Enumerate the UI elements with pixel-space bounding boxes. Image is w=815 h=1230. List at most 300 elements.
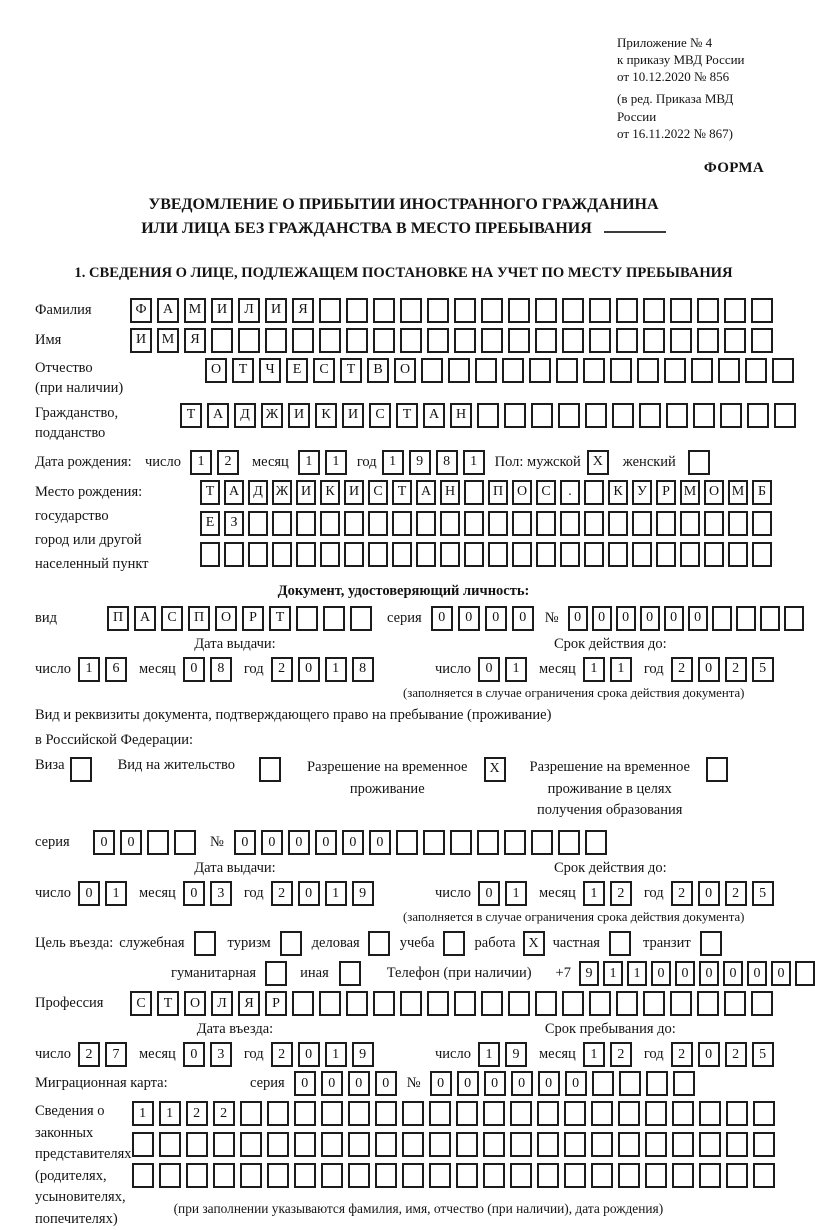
- char-box[interactable]: 1: [583, 657, 605, 682]
- char-box[interactable]: [753, 1101, 775, 1126]
- char-box[interactable]: [672, 1163, 694, 1188]
- char-box[interactable]: [240, 1132, 262, 1157]
- char-box[interactable]: С: [369, 403, 391, 428]
- char-box[interactable]: [319, 298, 341, 323]
- char-box[interactable]: С: [161, 606, 183, 631]
- char-box[interactable]: [344, 542, 364, 567]
- char-box[interactable]: [402, 1101, 424, 1126]
- char-box[interactable]: И: [211, 298, 233, 323]
- char-box[interactable]: [416, 511, 436, 536]
- char-box[interactable]: 0: [288, 830, 310, 855]
- char-box[interactable]: [537, 1132, 559, 1157]
- char-box[interactable]: О: [215, 606, 237, 631]
- char-box[interactable]: [728, 511, 748, 536]
- char-box[interactable]: 0: [93, 830, 115, 855]
- char-box[interactable]: [292, 328, 314, 353]
- char-box[interactable]: [718, 358, 740, 383]
- char-box[interactable]: [456, 1101, 478, 1126]
- char-box[interactable]: [147, 830, 169, 855]
- char-box[interactable]: [454, 328, 476, 353]
- char-box[interactable]: [456, 1132, 478, 1157]
- char-box[interactable]: А: [224, 480, 244, 505]
- char-box[interactable]: 0: [183, 881, 205, 906]
- char-box[interactable]: [589, 298, 611, 323]
- char-box[interactable]: 0: [369, 830, 391, 855]
- char-box[interactable]: [643, 298, 665, 323]
- char-box[interactable]: [643, 328, 665, 353]
- char-box[interactable]: [537, 1163, 559, 1188]
- char-box[interactable]: [726, 1132, 748, 1157]
- char-box[interactable]: [319, 328, 341, 353]
- char-box[interactable]: О: [394, 358, 416, 383]
- char-box[interactable]: 0: [723, 961, 743, 986]
- char-box[interactable]: [608, 542, 628, 567]
- char-box[interactable]: [464, 542, 484, 567]
- char-box[interactable]: [267, 1163, 289, 1188]
- char-box[interactable]: [440, 511, 460, 536]
- char-box[interactable]: [350, 606, 372, 631]
- char-box[interactable]: [632, 511, 652, 536]
- char-box[interactable]: [296, 542, 316, 567]
- char-box[interactable]: 0: [592, 606, 612, 631]
- char-box[interactable]: [637, 358, 659, 383]
- char-box[interactable]: [751, 298, 773, 323]
- char-box[interactable]: [375, 1101, 397, 1126]
- char-box[interactable]: 0: [234, 830, 256, 855]
- char-box[interactable]: [194, 931, 216, 956]
- char-box[interactable]: [531, 830, 553, 855]
- char-box[interactable]: [454, 298, 476, 323]
- char-box[interactable]: [475, 358, 497, 383]
- char-box[interactable]: [608, 511, 628, 536]
- char-box[interactable]: 0: [342, 830, 364, 855]
- char-box[interactable]: 0: [484, 1071, 506, 1096]
- char-box[interactable]: [645, 1163, 667, 1188]
- char-box[interactable]: 9: [352, 881, 374, 906]
- char-box[interactable]: [728, 542, 748, 567]
- char-box[interactable]: 2: [725, 881, 747, 906]
- char-box[interactable]: [423, 830, 445, 855]
- char-box[interactable]: [186, 1163, 208, 1188]
- char-box[interactable]: 0: [568, 606, 588, 631]
- char-box[interactable]: [477, 830, 499, 855]
- char-box[interactable]: 0: [298, 657, 320, 682]
- char-box[interactable]: [348, 1101, 370, 1126]
- char-box[interactable]: Б: [752, 480, 772, 505]
- char-box[interactable]: [373, 991, 395, 1016]
- char-box[interactable]: [70, 757, 92, 782]
- char-box[interactable]: П: [488, 480, 508, 505]
- char-box[interactable]: 0: [298, 881, 320, 906]
- char-box[interactable]: [585, 403, 607, 428]
- char-box[interactable]: 3: [210, 881, 232, 906]
- char-box[interactable]: [481, 991, 503, 1016]
- char-box[interactable]: [344, 511, 364, 536]
- char-box[interactable]: [643, 991, 665, 1016]
- char-box[interactable]: [477, 403, 499, 428]
- char-box[interactable]: [213, 1132, 235, 1157]
- char-box[interactable]: [346, 298, 368, 323]
- char-box[interactable]: [537, 1101, 559, 1126]
- char-box[interactable]: .: [560, 480, 580, 505]
- char-box[interactable]: [646, 1071, 668, 1096]
- char-box[interactable]: X: [484, 757, 506, 782]
- char-box[interactable]: [664, 358, 686, 383]
- char-box[interactable]: [670, 328, 692, 353]
- char-box[interactable]: [265, 961, 287, 986]
- char-box[interactable]: Н: [440, 480, 460, 505]
- char-box[interactable]: [132, 1163, 154, 1188]
- char-box[interactable]: [402, 1163, 424, 1188]
- char-box[interactable]: [346, 328, 368, 353]
- char-box[interactable]: [618, 1132, 640, 1157]
- char-box[interactable]: 0: [457, 1071, 479, 1096]
- char-box[interactable]: 1: [583, 881, 605, 906]
- char-box[interactable]: [265, 328, 287, 353]
- char-box[interactable]: Т: [392, 480, 412, 505]
- char-box[interactable]: [259, 757, 281, 782]
- char-box[interactable]: [159, 1132, 181, 1157]
- char-box[interactable]: [753, 1132, 775, 1157]
- char-box[interactable]: [213, 1163, 235, 1188]
- char-box[interactable]: [373, 328, 395, 353]
- char-box[interactable]: [583, 358, 605, 383]
- char-box[interactable]: [248, 511, 268, 536]
- char-box[interactable]: [670, 991, 692, 1016]
- char-box[interactable]: [612, 403, 634, 428]
- char-box[interactable]: [296, 511, 316, 536]
- char-box[interactable]: 0: [321, 1071, 343, 1096]
- char-box[interactable]: М: [680, 480, 700, 505]
- char-box[interactable]: [400, 298, 422, 323]
- char-box[interactable]: О: [184, 991, 206, 1016]
- char-box[interactable]: 2: [213, 1101, 235, 1126]
- char-box[interactable]: 9: [505, 1042, 527, 1067]
- char-box[interactable]: [697, 298, 719, 323]
- char-box[interactable]: [443, 931, 465, 956]
- char-box[interactable]: 1: [583, 1042, 605, 1067]
- char-box[interactable]: [481, 298, 503, 323]
- char-box[interactable]: [483, 1163, 505, 1188]
- char-box[interactable]: [240, 1163, 262, 1188]
- char-box[interactable]: [321, 1101, 343, 1126]
- char-box[interactable]: [224, 542, 244, 567]
- char-box[interactable]: 2: [671, 881, 693, 906]
- char-box[interactable]: 0: [698, 657, 720, 682]
- char-box[interactable]: [416, 542, 436, 567]
- char-box[interactable]: С: [368, 480, 388, 505]
- char-box[interactable]: [450, 830, 472, 855]
- char-box[interactable]: [508, 298, 530, 323]
- char-box[interactable]: [619, 1071, 641, 1096]
- char-box[interactable]: [348, 1163, 370, 1188]
- char-box[interactable]: [724, 298, 746, 323]
- char-box[interactable]: Е: [286, 358, 308, 383]
- char-box[interactable]: [697, 328, 719, 353]
- char-box[interactable]: И: [288, 403, 310, 428]
- char-box[interactable]: [429, 1101, 451, 1126]
- char-box[interactable]: [508, 328, 530, 353]
- char-box[interactable]: И: [342, 403, 364, 428]
- char-box[interactable]: Д: [234, 403, 256, 428]
- char-box[interactable]: [752, 511, 772, 536]
- char-box[interactable]: [591, 1101, 613, 1126]
- char-box[interactable]: [483, 1101, 505, 1126]
- char-box[interactable]: [564, 1101, 586, 1126]
- char-box[interactable]: [529, 358, 551, 383]
- char-box[interactable]: 1: [382, 450, 404, 475]
- char-box[interactable]: Р: [265, 991, 287, 1016]
- char-box[interactable]: Р: [656, 480, 676, 505]
- char-box[interactable]: [132, 1132, 154, 1157]
- char-box[interactable]: 2: [610, 881, 632, 906]
- char-box[interactable]: [392, 542, 412, 567]
- char-box[interactable]: [429, 1163, 451, 1188]
- char-box[interactable]: И: [344, 480, 364, 505]
- char-box[interactable]: [691, 358, 713, 383]
- char-box[interactable]: [774, 403, 796, 428]
- char-box[interactable]: [368, 511, 388, 536]
- char-box[interactable]: 0: [511, 1071, 533, 1096]
- char-box[interactable]: 0: [315, 830, 337, 855]
- char-box[interactable]: С: [536, 480, 556, 505]
- char-box[interactable]: 9: [352, 1042, 374, 1067]
- char-box[interactable]: [531, 403, 553, 428]
- char-box[interactable]: 8: [352, 657, 374, 682]
- char-box[interactable]: 0: [747, 961, 767, 986]
- char-box[interactable]: [639, 403, 661, 428]
- char-box[interactable]: 0: [640, 606, 660, 631]
- char-box[interactable]: [320, 511, 340, 536]
- char-box[interactable]: 0: [298, 1042, 320, 1067]
- char-box[interactable]: Р: [242, 606, 264, 631]
- char-box[interactable]: [321, 1163, 343, 1188]
- char-box[interactable]: [562, 328, 584, 353]
- char-box[interactable]: 1: [105, 881, 127, 906]
- char-box[interactable]: [697, 991, 719, 1016]
- char-box[interactable]: [294, 1132, 316, 1157]
- char-box[interactable]: [481, 328, 503, 353]
- char-box[interactable]: [346, 991, 368, 1016]
- char-box[interactable]: 0: [348, 1071, 370, 1096]
- char-box[interactable]: [159, 1163, 181, 1188]
- char-box[interactable]: [248, 542, 268, 567]
- char-box[interactable]: [680, 511, 700, 536]
- char-box[interactable]: [294, 1101, 316, 1126]
- char-box[interactable]: [618, 1163, 640, 1188]
- char-box[interactable]: 9: [579, 961, 599, 986]
- char-box[interactable]: 0: [120, 830, 142, 855]
- char-box[interactable]: [512, 511, 532, 536]
- char-box[interactable]: 0: [616, 606, 636, 631]
- char-box[interactable]: Ж: [272, 480, 292, 505]
- char-box[interactable]: Н: [450, 403, 472, 428]
- char-box[interactable]: Т: [157, 991, 179, 1016]
- char-box[interactable]: 0: [78, 881, 100, 906]
- char-box[interactable]: 3: [210, 1042, 232, 1067]
- char-box[interactable]: Л: [238, 298, 260, 323]
- char-box[interactable]: 0: [771, 961, 791, 986]
- char-box[interactable]: [319, 991, 341, 1016]
- char-box[interactable]: [618, 1101, 640, 1126]
- char-box[interactable]: [670, 298, 692, 323]
- char-box[interactable]: К: [315, 403, 337, 428]
- char-box[interactable]: [656, 511, 676, 536]
- char-box[interactable]: М: [157, 328, 179, 353]
- char-box[interactable]: [616, 298, 638, 323]
- char-box[interactable]: [610, 358, 632, 383]
- char-box[interactable]: [699, 1132, 721, 1157]
- char-box[interactable]: В: [367, 358, 389, 383]
- char-box[interactable]: [751, 328, 773, 353]
- char-box[interactable]: [784, 606, 804, 631]
- char-box[interactable]: [512, 542, 532, 567]
- char-box[interactable]: [656, 542, 676, 567]
- char-box[interactable]: Ч: [259, 358, 281, 383]
- char-box[interactable]: [673, 1071, 695, 1096]
- char-box[interactable]: [616, 991, 638, 1016]
- char-box[interactable]: Е: [200, 511, 220, 536]
- char-box[interactable]: [747, 403, 769, 428]
- char-box[interactable]: [560, 542, 580, 567]
- char-box[interactable]: 2: [271, 881, 293, 906]
- char-box[interactable]: [745, 358, 767, 383]
- char-box[interactable]: 0: [512, 606, 534, 631]
- char-box[interactable]: Т: [200, 480, 220, 505]
- char-box[interactable]: [591, 1132, 613, 1157]
- char-box[interactable]: [510, 1132, 532, 1157]
- char-box[interactable]: 2: [610, 1042, 632, 1067]
- char-box[interactable]: 0: [699, 961, 719, 986]
- char-box[interactable]: [368, 542, 388, 567]
- char-box[interactable]: 2: [271, 1042, 293, 1067]
- char-box[interactable]: 7: [105, 1042, 127, 1067]
- char-box[interactable]: [373, 298, 395, 323]
- char-box[interactable]: 0: [485, 606, 507, 631]
- char-box[interactable]: [348, 1132, 370, 1157]
- char-box[interactable]: 0: [430, 1071, 452, 1096]
- char-box[interactable]: И: [296, 480, 316, 505]
- char-box[interactable]: [672, 1132, 694, 1157]
- char-box[interactable]: [488, 511, 508, 536]
- char-box[interactable]: П: [188, 606, 210, 631]
- char-box[interactable]: [186, 1132, 208, 1157]
- char-box[interactable]: 0: [294, 1071, 316, 1096]
- char-box[interactable]: 2: [271, 657, 293, 682]
- char-box[interactable]: [706, 757, 728, 782]
- char-box[interactable]: [704, 511, 724, 536]
- char-box[interactable]: [427, 328, 449, 353]
- char-box[interactable]: [699, 1101, 721, 1126]
- char-box[interactable]: 0: [431, 606, 453, 631]
- char-box[interactable]: 1: [298, 450, 320, 475]
- char-box[interactable]: 2: [671, 1042, 693, 1067]
- char-box[interactable]: [795, 961, 815, 986]
- char-box[interactable]: [558, 830, 580, 855]
- char-box[interactable]: [536, 511, 556, 536]
- char-box[interactable]: 2: [186, 1101, 208, 1126]
- char-box[interactable]: [645, 1101, 667, 1126]
- char-box[interactable]: Л: [211, 991, 233, 1016]
- char-box[interactable]: [562, 991, 584, 1016]
- char-box[interactable]: 2: [725, 657, 747, 682]
- char-box[interactable]: 5: [752, 1042, 774, 1067]
- char-box[interactable]: 8: [210, 657, 232, 682]
- char-box[interactable]: [320, 542, 340, 567]
- char-box[interactable]: У: [632, 480, 652, 505]
- char-box[interactable]: [292, 991, 314, 1016]
- char-box[interactable]: [700, 931, 722, 956]
- char-box[interactable]: [427, 298, 449, 323]
- char-box[interactable]: 0: [664, 606, 684, 631]
- char-box[interactable]: [536, 542, 556, 567]
- char-box[interactable]: М: [728, 480, 748, 505]
- char-box[interactable]: Я: [292, 298, 314, 323]
- char-box[interactable]: 0: [538, 1071, 560, 1096]
- char-box[interactable]: К: [608, 480, 628, 505]
- char-box[interactable]: [392, 511, 412, 536]
- char-box[interactable]: [488, 542, 508, 567]
- char-box[interactable]: 1: [505, 881, 527, 906]
- char-box[interactable]: 0: [698, 1042, 720, 1067]
- char-box[interactable]: [585, 830, 607, 855]
- char-box[interactable]: [400, 991, 422, 1016]
- char-box[interactable]: А: [157, 298, 179, 323]
- char-box[interactable]: [456, 1163, 478, 1188]
- char-box[interactable]: Т: [232, 358, 254, 383]
- char-box[interactable]: [584, 542, 604, 567]
- char-box[interactable]: 0: [651, 961, 671, 986]
- char-box[interactable]: [616, 328, 638, 353]
- char-box[interactable]: 9: [409, 450, 431, 475]
- char-box[interactable]: [564, 1163, 586, 1188]
- char-box[interactable]: [753, 1163, 775, 1188]
- char-box[interactable]: П: [107, 606, 129, 631]
- char-box[interactable]: О: [205, 358, 227, 383]
- char-box[interactable]: К: [320, 480, 340, 505]
- char-box[interactable]: А: [423, 403, 445, 428]
- char-box[interactable]: 0: [688, 606, 708, 631]
- char-box[interactable]: [211, 328, 233, 353]
- char-box[interactable]: [752, 542, 772, 567]
- char-box[interactable]: Ж: [261, 403, 283, 428]
- char-box[interactable]: Я: [238, 991, 260, 1016]
- char-box[interactable]: 0: [183, 657, 205, 682]
- char-box[interactable]: [375, 1163, 397, 1188]
- char-box[interactable]: [584, 480, 604, 505]
- char-box[interactable]: 0: [478, 881, 500, 906]
- char-box[interactable]: [440, 542, 460, 567]
- char-box[interactable]: Т: [180, 403, 202, 428]
- char-box[interactable]: 0: [458, 606, 480, 631]
- char-box[interactable]: [584, 511, 604, 536]
- char-box[interactable]: [688, 450, 710, 475]
- char-box[interactable]: 1: [325, 450, 347, 475]
- char-box[interactable]: 8: [436, 450, 458, 475]
- char-box[interactable]: [504, 830, 526, 855]
- char-box[interactable]: З: [224, 511, 244, 536]
- char-box[interactable]: [267, 1101, 289, 1126]
- char-box[interactable]: [174, 830, 196, 855]
- char-box[interactable]: [724, 328, 746, 353]
- char-box[interactable]: [375, 1132, 397, 1157]
- char-box[interactable]: [760, 606, 780, 631]
- char-box[interactable]: [724, 991, 746, 1016]
- char-box[interactable]: [726, 1163, 748, 1188]
- char-box[interactable]: 1: [627, 961, 647, 986]
- char-box[interactable]: [464, 511, 484, 536]
- char-box[interactable]: [464, 480, 484, 505]
